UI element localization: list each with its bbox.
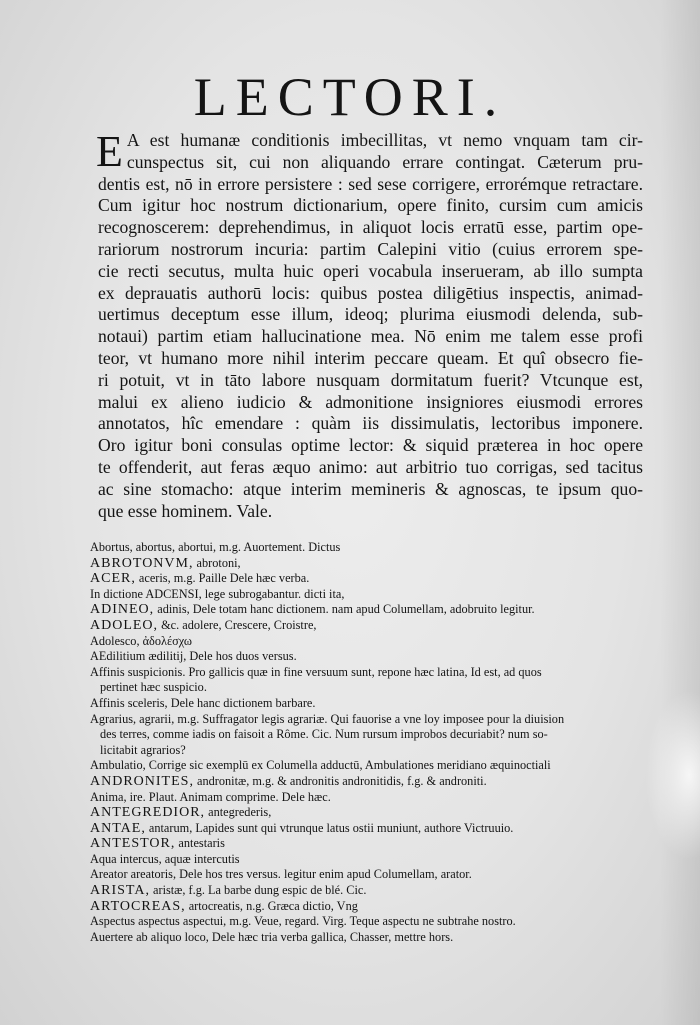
errata-entry: [90, 556, 650, 572]
errata-headword: ARISTA,: [90, 883, 150, 899]
preface-line: uertimus deceptum esse illum, ideoq; plurima eiusmodi delenda, sub-: [98, 304, 643, 325]
errata-text: Ambulatio, Corrige sic exemplū ex Columella adductū, Ambulationes meridiano æquinoctiali: [90, 758, 551, 773]
preface-line: dentis est, nō in errore persistere : sed sese corrigere, errorémque retractare.: [98, 173, 643, 194]
errata-entry: [90, 634, 650, 650]
errata-text: abrotoni,: [193, 555, 241, 570]
errata-text: aristæ, f.g. La barbe dung espic de blé. Cic.: [149, 883, 367, 898]
preface-line: cie recti secutus, multa huic operi vocabula inserueram, ab illo sumpta: [98, 260, 643, 281]
preface-line: rariorum nostrorum incuria: partim Calepini vitio (cuius errorem spe-: [98, 238, 643, 259]
errata-text: antestaris: [175, 836, 225, 851]
preface-line: notaui) partim etiam hallucinatione mea. Nō enim me talem esse profi: [98, 326, 643, 347]
errata-entry: [90, 540, 650, 556]
preface-line: te offenderit, aut feras æquo animo: aut arbitrio tuo corrigas, sed tacitus: [98, 456, 643, 477]
errata-text: andronitæ, m.g. & andronitis andronitidis, f.g. & androniti.: [193, 773, 487, 788]
errata-headword: ANTESTOR,: [90, 836, 176, 852]
errata-entry: [90, 836, 650, 852]
errata-headword: ANDRONITES,: [90, 773, 194, 789]
preface-line: teor, vt humano more nihil interim peccare queam. Et quî obsecro fie-: [98, 347, 643, 368]
errata-entry: [90, 571, 650, 587]
errata-entry: [90, 587, 650, 603]
preface-line: ac sine stomacho: atque interim memineris & agnoscas, te ipsum quo-: [98, 478, 643, 499]
errata-text: des terres, comme iadis on faisoit a Rôme. Cic. Num rursum improbos decuriabit? num so-: [100, 727, 548, 742]
errata-text: Adolesco, ἀδολέσχω: [90, 633, 193, 648]
errata-text: Affinis sceleris, Dele hanc dictionem barbare.: [90, 695, 316, 710]
errata-text: Aspectus aspectus aspectui, m.g. Veue, regard. Virg. Teque aspectu ne subtrahe nostro.: [90, 914, 516, 929]
preface-line: malui ex alieno iudicio & admonitione insigniores eiusmodi errores: [98, 391, 643, 412]
preface-line: que esse hominem. Vale.: [98, 500, 273, 521]
paper-stain: [645, 690, 700, 860]
preface-line: Oro igitur boni consulas optime lector: & siquid præterea in hoc opere: [98, 435, 643, 456]
errata-headword: ANTAE,: [90, 820, 146, 836]
errata-entry: [90, 914, 650, 930]
errata-entry: [90, 821, 650, 837]
errata-text: Agrarius, agrarii, m.g. Suffragator legis agrariæ. Qui fauorise a vne loy imposee pour la diuision: [90, 711, 565, 726]
errata-entry: [90, 665, 650, 681]
page-title: LECTORI.: [193, 67, 507, 127]
errata-text: Abortus, abortus, abortui, m.g. Auortement. Dictus: [90, 540, 341, 554]
errata-entry: [90, 899, 650, 915]
errata-entry: [90, 712, 650, 728]
errata-text: aceris, m.g. Paille Dele hæc verba.: [135, 571, 310, 586]
errata-entry: [90, 618, 650, 634]
errata-text: &c. adolere, Crescere, Croistre,: [158, 617, 317, 632]
errata-entry: [90, 696, 650, 712]
preface-line: ex deprauatis authorū locis: quibus postea diligētius inspectis, animad-: [98, 282, 643, 303]
errata-text: Aqua intercus, aquæ intercutis: [90, 851, 240, 866]
errata-entry: [90, 774, 650, 790]
errata-text: Auertere ab aliquo loco, Dele hæc tria verba gallica, Chasser, mettre hors.: [90, 929, 454, 944]
errata-headword: ADINEO,: [90, 602, 155, 618]
preface-line: annotatos, hîc emendare : quàm iis dissimulatis, lectoribus imponere.: [98, 413, 643, 434]
preface-line: cunspectus sit, cui non aliquando errare contingat. Cæterum pru-: [126, 151, 643, 172]
errata-headword: ANTEGREDIOR,: [90, 805, 206, 821]
errata-text: antarum, Lapides sunt qui vtrunque latus ostii muniunt, authore Victruuio.: [145, 820, 514, 835]
errata-entry: [90, 883, 650, 899]
errata-headword: ADOLEO,: [90, 617, 159, 633]
errata-text: In dictione ADCENSI, lege subrogabantur. dicti ita,: [90, 586, 345, 601]
errata-text: Areator areatoris, Dele hos tres versus. legitur enim apud Columellam, arator.: [90, 867, 472, 882]
errata-text: Anima, ire. Plaut. Animam comprime. Dele hæc.: [90, 789, 331, 804]
errata-text: antegrederis,: [205, 805, 272, 820]
preface-line: A est humanæ conditionis imbecillitas, vt nemo vnquam tam cir-: [126, 130, 643, 150]
preface-line: recognoscerem: deprehendimus, in aliquot locis erratū esse, partim ope-: [98, 217, 643, 238]
preface-line: Cum igitur hoc nostrum dictionarium, opere finito, cursim cum amicis: [98, 195, 643, 216]
errata-entry: [90, 790, 650, 806]
errata-text: adinis, Dele totam hanc dictionem. nam apud Columellam, adobruito legitur.: [154, 602, 535, 617]
errata-entry: [90, 727, 650, 743]
errata-headword: ABROTONVM,: [90, 555, 194, 571]
errata-headword: ARTOCREAS,: [90, 898, 186, 914]
errata-entry: [90, 649, 650, 665]
errata-entry: [90, 680, 650, 696]
errata-entry: [90, 758, 650, 774]
errata-text: AEdilitium ædilitij, Dele hos duos versus.: [90, 649, 297, 664]
errata-headword: ACER,: [90, 571, 136, 587]
errata-entry: [90, 743, 650, 759]
errata-entry: [90, 852, 650, 868]
errata-entry: [90, 602, 650, 618]
errata-text: Affinis suspicionis. Pro gallicis quæ in fine versuum sunt, repone hæc latina, Id est, ad quos: [90, 664, 542, 679]
errata-text: artocreatis, n.g. Græca dictio, Vng: [185, 898, 358, 913]
preface-text: [96, 127, 643, 522]
errata-entry: [90, 930, 650, 946]
errata-entry: [90, 805, 650, 821]
errata-entry: [90, 867, 650, 883]
errata-text: licitabit agrarios?: [100, 742, 186, 757]
errata-list: [90, 540, 650, 945]
drop-cap: E: [96, 127, 123, 176]
errata-text: pertinet hæc suspicio.: [100, 680, 207, 695]
preface-line: ri potuit, vt in tāto labore nusquam dormitatum fuerit? Vtcunque est,: [98, 369, 643, 390]
page-shadow: [660, 0, 700, 1025]
